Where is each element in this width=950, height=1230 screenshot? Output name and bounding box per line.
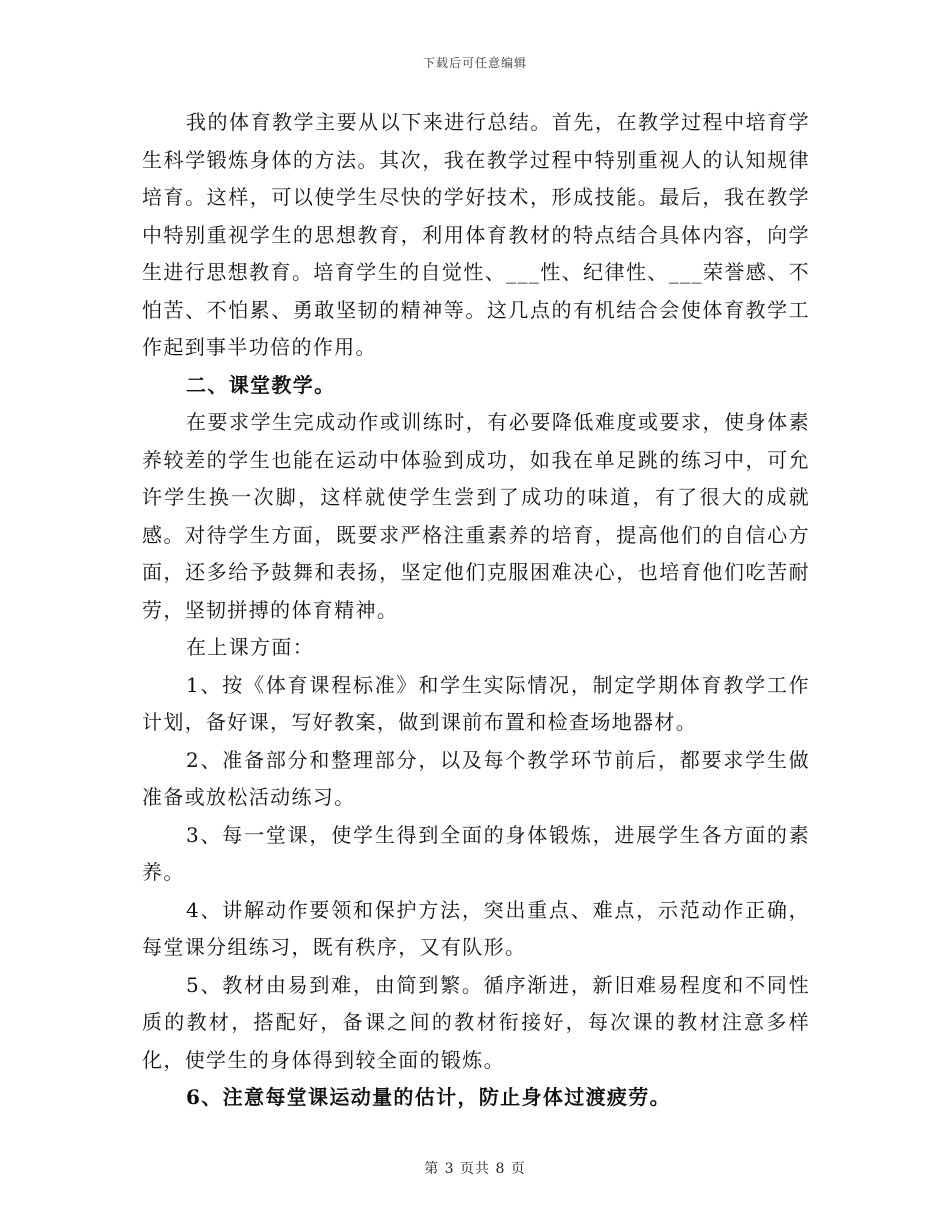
paragraph-training-requirements: 在要求学生完成动作或训练时，有必要降低难度或要求，使身体素养较差的学生也能在运动中体验到成功，如我在单足跳的练习中，可允许学生换一次脚，这样就使学生尝到了成功的味道，有了很大的成就感。对待学生方面，既要求严格注重素养的培育，提高他们的自信心方面，还多给予鼓舞和表扬，坚定他们克服困难决心，也培育他们吃苦耐劳，坚韧拼搏的体育精神。 — [142, 410, 810, 622]
list-item-5: 5、教材由易到难，由简到繁。循序渐进，新旧难易程度和不同性质的教材，搭配好，备课之间的教材衔接好，每次课的教材注意多样化，使学生的身体得到较全面的锻炼。 — [142, 972, 810, 1072]
list-item-2: 2、准备部分和整理部分，以及每个教学环节前后，都要求学生做准备或放松活动练习。 — [142, 747, 810, 809]
section-heading-classroom-teaching: 二、课堂教学。 — [186, 372, 336, 397]
paragraph-summary: 我的体育教学主要从以下来进行总结。首先，在教学过程中培育学生科学锻炼身体的方法。其次，我在教学过程中特别重视人的认知规律培育。这样，可以使学生尽快的学好技术，形成技能。最后，我在教学中特别重视学生的思想教育，利用体育教材的特点结合具体内容，向学生进行思想教育。培育学生的自觉性、___性、纪律性、___荣誉感、不怕苦、不怕累、勇敢坚韧的精神等。这几点的有机结合会使体育教学工作起到事半功倍的作用。 — [142, 110, 810, 359]
page-header-note: 下载后可任意编辑 — [422, 56, 527, 70]
list-item-4: 4、讲解动作要领和保护方法，突出重点、难点，示范动作正确，每堂课分组练习，既有秩序，又有队形。 — [142, 897, 810, 959]
paragraph-class-aspects-intro: 在上课方面： — [186, 635, 315, 659]
list-item-3: 3、每一堂课，使学生得到全面的身体锻炼，进展学生各方面的素养。 — [142, 822, 810, 884]
page-number-footer: 第 3 页共 8 页 — [424, 1161, 526, 1177]
list-item-6-heading: 6、注意每堂课运动量的估计，防止身体过渡疲劳。 — [186, 1085, 671, 1109]
document-body — [142, 104, 810, 1117]
list-item-1: 1、按《体育课程标准》和学生实际情况，制定学期体育教学工作计划，备好课，写好教案，做到课前布置和检查场地器材。 — [142, 672, 810, 734]
